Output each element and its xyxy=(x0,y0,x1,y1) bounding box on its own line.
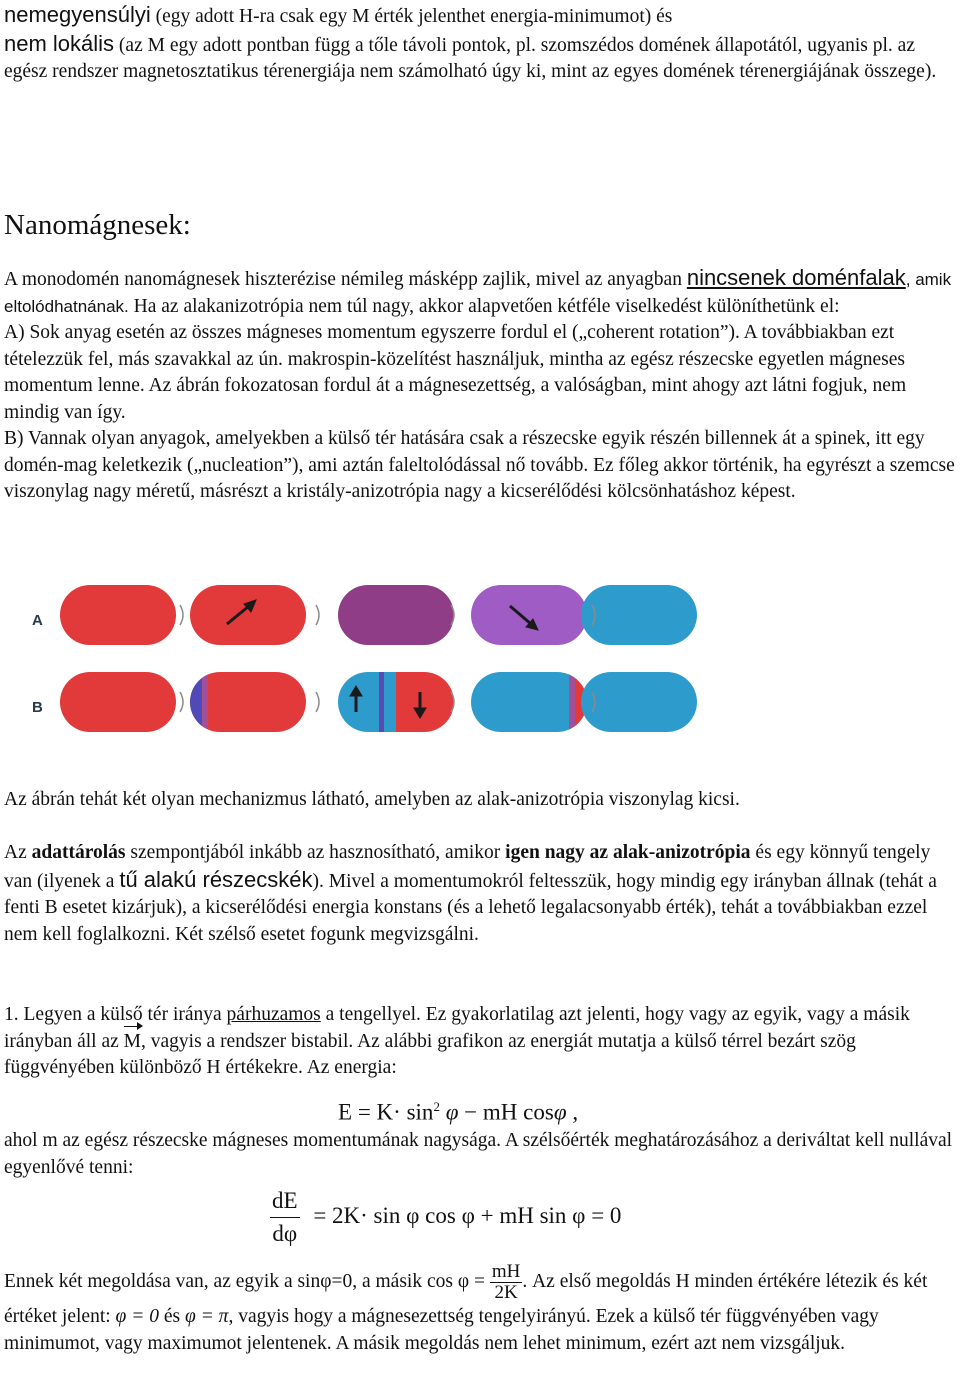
storage-paragraph xyxy=(4,840,956,948)
particle-a4 xyxy=(471,585,587,645)
nanomagnet-paragraph xyxy=(4,265,956,506)
storage-text-d: és egy könnyű tengely van (ilyenek a xyxy=(4,842,931,892)
sol-value-1: φ = 0 xyxy=(115,1306,159,1327)
intro-text-1: (egy adott H-ra csak egy M érték jelenthet energia-minimumot) és xyxy=(150,6,673,27)
case-a-paragraph: A) Sok anyag esetén az összes mágneses momentum egyszerre fordul el („coherent rotation”). A továbbiakban ezt tételezzük fel, más szavakkal az ún. makrospin-közelítést használjuk, mintha az egész részecske egyetlen mágneses momentum lenne. Az ábrán fokozatosan fordul át a mágnesezettség, a valóságban, mint ahogy azt látni fogjuk, nem mindig van így. xyxy=(4,322,907,423)
section-heading: Nanomágnesek: xyxy=(4,209,191,241)
case-number: 1 xyxy=(4,1004,14,1025)
case1-text-c: , vagyis a rendszer bistabil. Az alábbi grafikon az energiát mutatja a külső térrel bezárt szög függvényében különböző H értékekre. Az energia: xyxy=(4,1030,856,1078)
eq1-eq: = xyxy=(357,1099,371,1125)
eq1-minus: − xyxy=(464,1099,478,1125)
eq1-cos: cos xyxy=(523,1099,554,1125)
para1-text-c: Ha az alakanizotrópia nem túl nagy, akkor alapvetően kétféle viselkedést különíthetünk el: xyxy=(128,295,840,317)
figure-graphic xyxy=(0,580,740,750)
sol-text-b: . Az első megoldás H minden értékére létezik és két értéket jelent: xyxy=(4,1270,928,1327)
underline-parhuzamos: párhuzamos xyxy=(226,1004,321,1025)
eq1-mh: mH xyxy=(482,1099,518,1125)
vector-m: M xyxy=(124,1029,141,1056)
doménfalak-link[interactable]: nincsenek doménfalak xyxy=(686,265,906,290)
particle-b4 xyxy=(471,672,587,732)
particle-b2 xyxy=(190,672,306,732)
case1-paragraph xyxy=(4,1002,956,1082)
chevron-icon xyxy=(180,692,183,712)
particle-b5 xyxy=(581,672,697,732)
particle-a1 xyxy=(60,585,176,645)
solution-paragraph xyxy=(4,1262,956,1357)
eq2-denominator: dφ xyxy=(272,1221,298,1246)
eq1-tail: , xyxy=(572,1099,579,1125)
case1-text-b: a tengellyel. Ez gyakorlatilag azt jelenti, hogy vagy az egyik, vagy a másik irányban áll az xyxy=(4,1004,910,1052)
eq2-numerator: dE xyxy=(270,1185,300,1218)
eq2-rhs: = 2K· sin φ cos φ + mH sin φ = 0 xyxy=(313,1202,622,1228)
derivative-equation xyxy=(270,1185,770,1250)
figure-summary-paragraph: Az ábrán tehát két olyan mechanizmus látható, amelyben az alak-anizotrópia viszonylag kicsi. xyxy=(4,789,740,810)
sol-text-c: , vagyis hogy a mágnesezettség tengelyirányú. Ezek a külső tér függvényében vagy minimumot, vagy maximumot jelentenek. A másik megoldás nem lehet minimum, ezért azt nem vizsgáljuk. xyxy=(4,1306,879,1354)
chevron-icon xyxy=(316,692,319,712)
case1-text-a: . Legyen a külső tér iránya xyxy=(13,1004,227,1025)
term-tu-alaku: tű alakú részecskék xyxy=(119,866,313,892)
chevron-icon xyxy=(316,605,319,625)
storage-text-f: ). Mivel a momentumokról feltesszük, hogy mindig egy irányban állnak (tehát a fenti B esetet kizárjuk), a kicserélődési energia konstans (és a lehető legalacsonyabb érték), tehát a továbbiakban ezzel nem kell foglalkozni. Két szélső esetet fogunk megvizsgálni. xyxy=(4,870,937,945)
sol-fraction xyxy=(490,1262,523,1303)
sol-denominator: 2K xyxy=(494,1282,518,1303)
particle-b1 xyxy=(60,672,176,732)
sol-cos: cos φ = xyxy=(426,1270,490,1292)
storage-text-a: Az xyxy=(4,842,32,863)
bold-alak-anizotropia: igen nagy az alak-anizotrópia xyxy=(505,842,751,863)
sol-numerator: mH xyxy=(491,1261,521,1282)
derivative-paragraph: ahol m az egész részecske mágneses momentumának nagysága. A szélsőérték meghatározásához a deriváltat kell nullával egyenlővé tenni: xyxy=(4,1130,953,1178)
para1-text-a: A monodomén nanomágnesek hiszterézise némileg másképp zajlik, mivel az anyagban xyxy=(4,269,687,290)
particle-a2 xyxy=(190,585,306,645)
sol-text-a: Ennek két megoldása van, az egyik a sinφ=0, a másik xyxy=(4,1270,427,1292)
eq1-phi: φ xyxy=(445,1099,459,1125)
eq1-k: K xyxy=(376,1099,394,1125)
intro-text-2: (az M egy adott pontban függ a tőle távoli pontok, pl. szomszédos domének állapotától, ugyanis pl. az egész rendszer magnetosztatikus térenergiája nem számolható úgy ki, mint az egyes domének térenergiájának összege). xyxy=(4,34,937,82)
eq1-phi-2: φ xyxy=(553,1099,567,1125)
sol-value-2: φ = π xyxy=(184,1306,229,1327)
eq1-sin: sin xyxy=(406,1099,434,1125)
sol-es: és xyxy=(158,1306,185,1327)
eq1-exp: 2 xyxy=(433,1099,440,1114)
storage-text-c: szempontjából inkább az hasznosítható, amikor xyxy=(125,842,506,863)
eq1-lhs: E xyxy=(338,1099,353,1125)
intro-paragraph xyxy=(4,2,956,86)
case-b-paragraph: B) Vannak olyan anyagok, amelyekben a külső tér hatására csak a részecske egyik részén billennek át a spinek, itt egy domén-mag keletkezik („nucleation”), ami aztán faleltolódással nő tovább. Ez főleg akkor történik, ha egyrészt a szemcse viszonylag nagy méretű, másrészt a kristály-anizotrópia nagy a kicserélődési kölcsönhatáshoz képest. xyxy=(4,428,955,502)
magnetization-reversal-figure xyxy=(0,580,740,750)
para1-text-b: , amik eltolódhatnának. xyxy=(4,270,952,316)
chevron-icon xyxy=(180,605,183,625)
term-nem-lokalis: nem lokális xyxy=(4,30,115,56)
row-a-label: A xyxy=(32,612,43,629)
bold-adattarolas: adattárolás xyxy=(31,842,126,863)
energy-equation: $E = K\cdot \sin^2 \varphi$ − mH cosφ , xyxy=(338,1099,579,1125)
term-nemegyensulyi: nemegyensúlyi xyxy=(4,2,151,27)
row-b-label: B xyxy=(32,699,43,716)
eq2-fraction xyxy=(270,1185,300,1250)
particle-a5 xyxy=(581,585,697,645)
particle-a3 xyxy=(338,585,454,645)
